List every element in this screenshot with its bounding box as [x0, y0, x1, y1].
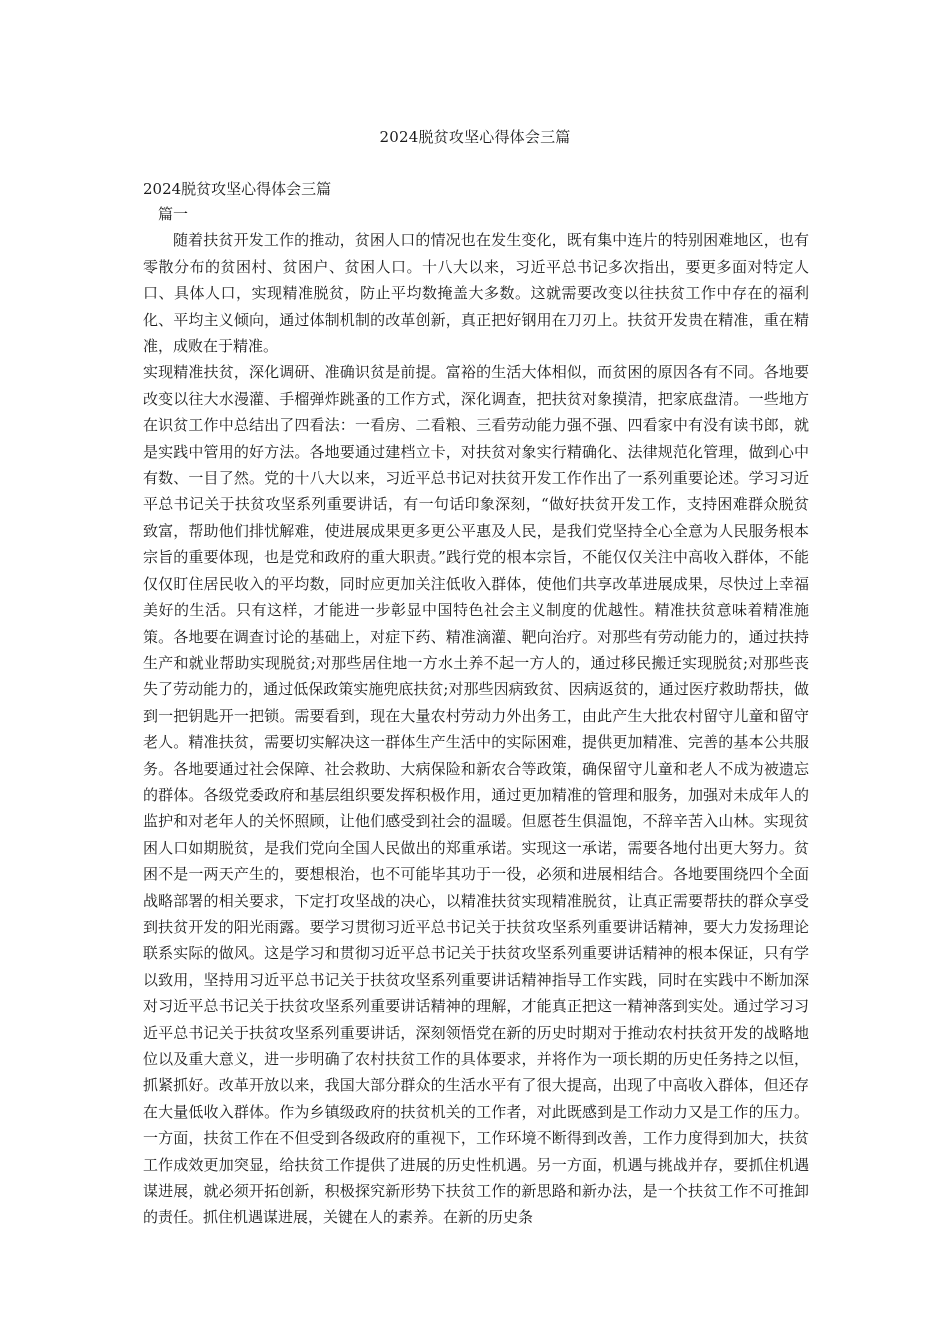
document-subtitle: 2024脱贫攻坚心得体会三篇	[143, 180, 332, 198]
paragraph-2: 实现精准扶贫，深化调研、准确识贫是前提。富裕的生活大体相似，而贫困的原因各有不同。各地要改变以往大水漫灌、手榴弹炸跳蚤的工作方式，深化调查，把扶贫对象摸清，把家底盘清。一些地方在识贫工作中总结出了四看法：一看房、二看粮、三看劳动能力强不强、四看家中有没有读书郎，就是实践中管用的好方法。各地要通过建档立卡，对扶贫对象实行精确化、法律规范化管理，做到心中有数、一目了然。党的十八大以来，习近平总书记对扶贫开发工作作出了一系列重要论述。学习习近平总书记关于扶贫攻坚系列重要讲话，有一句话印象深刻，“做好扶贫开发工作，支持困难群众脱贫致富，帮助他们排忧解难，使进展成果更多更公平惠及人民，是我们党坚持全心全意为人民服务根本宗旨的重要体现，也是党和政府的重大职责。”践行党的根本宗旨，不能仅仅关注中高收入群体，不能仅仅盯住居民收入的平均数，同时应更加关注低收入群体，使他们共享改革进展成果，尽快过上幸福美好的生活。只有这样，才能进一步彰显中国特色社会主义制度的优越性。精准扶贫意味着精准施策。各地要在调查讨论的基础上，对症下药、精准滴灌、靶向治疗。对那些有劳动能力的，通过扶持生产和就业帮助实现脱贫;对那些居住地一方水土养不起一方人的，通过移民搬迁实现脱贫;对那些丧失了劳动能力的，通过低保政策实施兜底扶贫;对那些因病致贫、因病返贫的，通过医疗救助帮扶，做到一把钥匙开一把锁。需要看到，现在大量农村劳动力外出务工，由此产生大批农村留守儿童和留守老人。精准扶贫，需要切实解决这一群体生产生活中的实际困难，提供更加精准、完善的基本公共服务。各地要通过社会保障、社会救助、大病保险和新农合等政策，确保留守儿童和老人不成为被遗忘的群体。各级党委政府和基层组织要发挥积极作用，通过更加精准的管理和服务，加强对未成年人的监护和对老年人的关怀照顾，让他们感受到社会的温暖。但愿苍生俱温饱，不辞辛苦入山林。实现贫困人口如期脱贫，是我们党向全国人民做出的郑重承诺。实现这一承诺，需要各地付出更大努力。贫困不是一两天产生的，要想根治，也不可能毕其功于一役，必须和进展相结合。各地要围绕四个全面战略部署的相关要求，下定打攻坚战的决心，以精准扶贫实现精准脱贫，让真正需要帮扶的群众享受到扶贫开发的阳光雨露。要学习贯彻习近平总书记关于扶贫攻坚系列重要讲话精神，要大力发扬理论联系实际的做风。这是学习和贯彻习近平总书记关于扶贫攻坚系列重要讲话精神的根本保证，只有学以致用，坚持用习近平总书记关于扶贫攻坚系列重要讲话精神指导工作实践，同时在实践中不断加深对习近平总书记关于扶贫攻坚系列重要讲话精神的理解，才能真正把这一精神落到实处。通过学习习近平总书记关于扶贫攻坚系列重要讲话，深刻领悟党在新的历史时期对于推动农村扶贫开发的战略地位以及重大意义，进一步明确了农村扶贫工作的具体要求，并将作为一项长期的历史任务持之以恒，抓紧抓好。改革开放以来，我国大部分群众的生活水平有了很大提高，出现了中高收入群体，但还存在大量低收入群体。作为乡镇级政府的扶贫机关的工作者，对此既感到是工作动力又是工作的压力。一方面，扶贫工作在不但受到各级政府的重视下，工作环境不断得到改善，工作力度得到加大，扶贫工作成效更加突显，给扶贫工作提供了进展的历史性机遇。另一方面，机遇与挑战并存，要抓住机遇谋进展，就必须开拓创新，积极探究新形势下扶贫工作的新思路和新办法，是一个扶贫工作不可推卸的责任。抓住机遇谋进展，关键在人的素养。在新的历史条	[143, 363, 809, 1227]
section-label: 篇一	[158, 205, 189, 223]
document-body	[143, 177, 809, 1231]
paragraph-1: 随着扶贫开发工作的推动，贫困人口的情况也在发生变化，既有集中连片的特别困难地区，也有零散分布的贫困村、贫困户、贫困人口。十八大以来，习近平总书记多次指出，要更多面对特定人口、具体人口，实现精准脱贫，防止平均数掩盖大多数。这就需要改变以往扶贫工作中存在的福利化、平均主义倾向，通过体制机制的改革创新，真正把好钢用在刀刃上。扶贫开发贵在精准，重在精准，成败在于精准。	[143, 231, 809, 356]
page-title: 2024脱贫攻坚心得体会三篇	[379, 128, 571, 146]
